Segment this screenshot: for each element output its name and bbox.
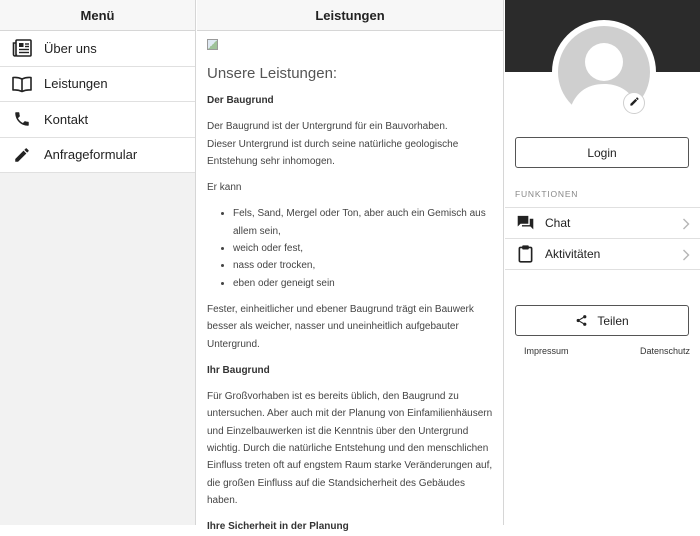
broken-image-icon [207, 39, 218, 50]
section-heading: Ihre Sicherheit in der Planung [207, 521, 349, 533]
datenschutz-link[interactable]: Datenschutz [639, 346, 690, 356]
section-heading: Ihr Baugrund [207, 364, 270, 376]
paragraph: Er kann [207, 182, 242, 194]
edit-avatar-button[interactable] [623, 92, 645, 114]
content-panel [197, 0, 504, 533]
menu-list [0, 31, 195, 173]
bullet-list [233, 205, 493, 291]
list-item: • weich oder fest, [233, 240, 493, 257]
paragraph [207, 118, 493, 170]
pencil-icon [629, 94, 640, 112]
paragraph-line: Der Baugrund ist der Untergrund für ein Bauvorhaben. [207, 121, 448, 133]
section-heading: Der Baugrund [207, 95, 274, 106]
footer-links [505, 346, 700, 356]
menu-item-label: Über uns [44, 40, 97, 56]
clipboard-icon [505, 245, 545, 263]
chevron-right-icon [682, 217, 690, 235]
list-item: • Fels, Sand, Mergel oder Ton, aber auch ein Gemisch aus allem sein, [233, 205, 493, 240]
function-item-label: Aktivitäten [545, 247, 601, 261]
share-button-label: Teilen [597, 313, 629, 328]
paragraph: Fester, einheitlicher und ebener Baugrund trägt ein Bauwerk besser als weicher, nasser und uneinheitlich aufgebauter Untergrund. [207, 303, 474, 350]
menu-sidebar [0, 0, 196, 525]
chat-icon [505, 215, 545, 231]
menu-item-ueber-uns[interactable] [0, 31, 195, 67]
newspaper-icon [0, 39, 44, 57]
paragraph-line: Dieser Untergrund ist durch seine natürliche geologische Entstehung sehr inhomogen. [207, 138, 459, 167]
login-button[interactable] [515, 137, 689, 168]
login-button-label: Login [587, 145, 617, 160]
menu-item-anfrageformular[interactable] [0, 138, 195, 174]
share-button[interactable] [515, 305, 689, 336]
content-header: Leistungen [197, 0, 503, 31]
function-item-label: Chat [545, 216, 571, 230]
phone-icon [0, 110, 44, 128]
menu-item-label: Anfrageformular [44, 147, 138, 163]
content-body [197, 31, 503, 536]
menu-item-leistungen[interactable] [0, 67, 195, 103]
functions-section-label: FUNKTIONEN [515, 189, 579, 199]
impressum-link[interactable]: Impressum [524, 346, 569, 356]
menu-item-label: Leistungen [44, 76, 108, 92]
functions-list [505, 207, 700, 270]
list-item: • eben oder geneigt sein [233, 275, 493, 292]
chevron-right-icon [682, 248, 690, 266]
list-item: • nass oder trocken, [233, 257, 493, 274]
paragraph: Für Großvorhaben ist es bereits üblich, den Baugrund zu untersuchen. Aber auch mit der Planung von Einfamilienhäusern und Einzelbauwerken ist die Kenntnis über den Untergrund wichtig. Durch die natürliche Entstehung und den menschlichen Einfluss treten oft auf engstem Raum starke Veränderungen auf, die großen Einfluss auf die Standsicherheit des Gebäudes haben. [207, 391, 493, 506]
menu-header: Menü [0, 0, 195, 31]
profile-panel [505, 0, 700, 525]
book-icon [0, 76, 44, 92]
page-title: Unsere Leistungen: [207, 65, 338, 82]
pencil-icon [0, 146, 44, 164]
menu-item-kontakt[interactable] [0, 102, 195, 138]
function-item-chat[interactable] [505, 208, 700, 239]
menu-item-label: Kontakt [44, 111, 89, 127]
share-icon [575, 314, 588, 327]
function-item-aktivitaeten[interactable] [505, 239, 700, 270]
